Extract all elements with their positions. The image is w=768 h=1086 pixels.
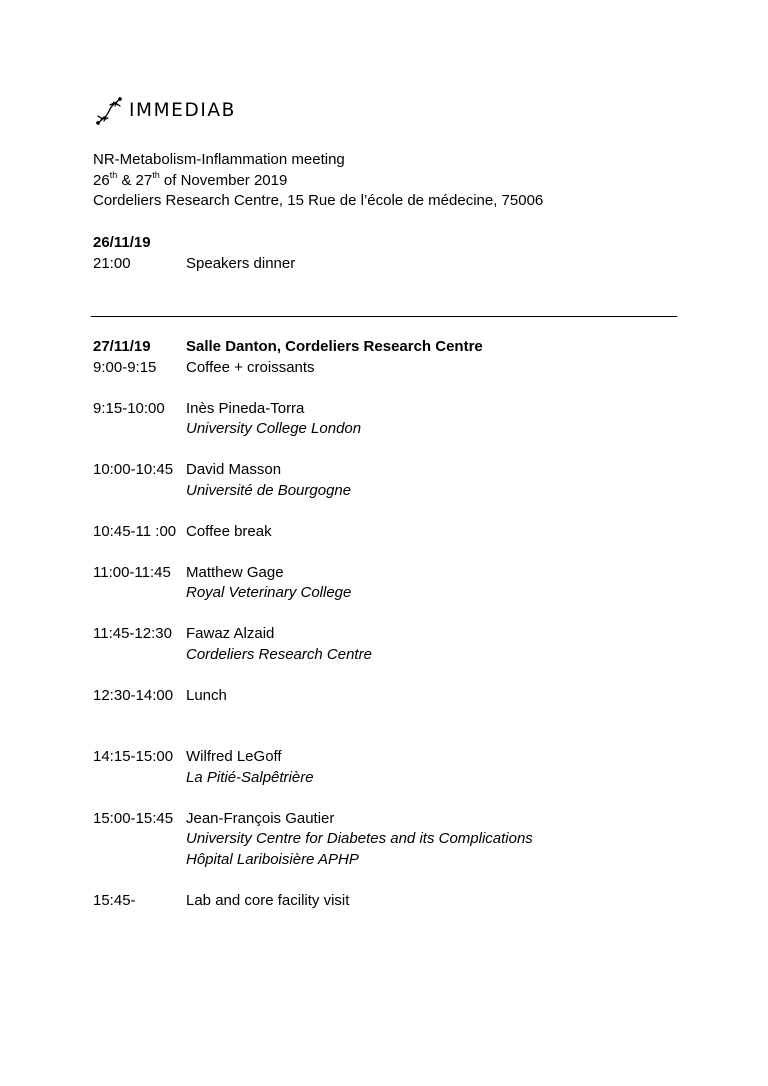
schedule-title: Lunch — [186, 686, 227, 704]
schedule-row — [93, 624, 533, 645]
speaker-name: Matthew Gage — [186, 563, 284, 581]
day2-date-row — [93, 337, 533, 358]
dates-joiner: & 27 — [117, 171, 153, 189]
schedule-time: 9:00-9:15 — [93, 358, 157, 376]
dates-day1: 26 — [93, 171, 110, 189]
schedule-time: 21:00 — [93, 254, 131, 272]
meeting-dates — [93, 171, 543, 192]
schedule-row — [93, 809, 533, 830]
schedule-title: Coffee + croissants — [186, 358, 315, 376]
schedule-entry — [93, 399, 533, 440]
speaker-affiliation-secondary: Hôpital Lariboisière APHP — [186, 850, 359, 868]
day2-schedule — [93, 337, 533, 911]
speaker-name: David Masson — [186, 461, 282, 478]
schedule-time: 10:45-11 :00 — [93, 522, 177, 540]
speaker-name: Inès Pineda-Torra — [186, 399, 305, 417]
speaker-affiliation: University College London — [186, 420, 362, 437]
speaker-affiliation: La Pitié-Salpêtrière — [186, 768, 314, 786]
meeting-header — [93, 150, 543, 212]
affiliation-row — [93, 850, 533, 871]
day2-date: 27/11/19 — [93, 338, 151, 355]
schedule-entry — [93, 624, 533, 665]
schedule-row — [93, 399, 533, 420]
schedule-time: 10:00-10:45 — [93, 461, 174, 478]
speaker-affiliation: Royal Veterinary College — [186, 584, 352, 601]
schedule-time: 15:00-15:45 — [93, 809, 174, 827]
day1-date: 26/11/19 — [93, 234, 151, 251]
speaker-name: Fawaz Alzaid — [186, 625, 275, 642]
day1-date-row — [93, 233, 295, 254]
schedule-time: 11:45-12:30 — [93, 625, 172, 642]
dates-sup2: th — [152, 169, 160, 180]
schedule-entry — [93, 747, 533, 788]
schedule-time: 14:15-15:00 — [93, 748, 174, 765]
schedule-row — [93, 686, 533, 707]
day1-schedule — [93, 233, 295, 274]
speaker-name: Jean-François Gautier — [186, 809, 335, 827]
schedule-time: 9:15-10:00 — [93, 399, 165, 417]
affiliation-row — [93, 419, 533, 440]
schedule-title: Coffee break — [186, 522, 272, 540]
schedule-row — [93, 522, 533, 543]
speaker-affiliation: University Centre for Diabetes and its Complications — [186, 830, 533, 847]
affiliation-row — [93, 481, 533, 502]
dates-rest: of November 2019 — [159, 171, 288, 189]
schedule-row — [93, 747, 533, 768]
schedule-row — [93, 254, 295, 275]
affiliation-row — [93, 645, 533, 666]
meeting-venue: Cordeliers Research Centre, 15 Rue de l’école de médecine, 75006 — [93, 192, 544, 209]
schedule-time: 11:00-11:45 — [93, 563, 171, 581]
schedule-row — [93, 563, 533, 584]
schedule-entry — [93, 460, 533, 501]
speaker-affiliation: Cordeliers Research Centre — [186, 645, 372, 663]
schedule-row — [93, 460, 533, 481]
affiliation-row — [93, 829, 533, 850]
speaker-affiliation: Université de Bourgogne — [186, 481, 352, 499]
schedule-entry — [93, 809, 533, 871]
schedule-entry — [93, 563, 533, 604]
logo-text: IMMEDIAB — [129, 100, 236, 121]
schedule-time: 15:45- — [93, 891, 136, 909]
affiliation-row — [93, 583, 533, 604]
meeting-title: NR-Metabolism-Inflammation meeting — [93, 151, 345, 168]
schedule-time: 12:30-14:00 — [93, 686, 174, 704]
dna-helix-icon — [95, 96, 123, 126]
section-divider — [91, 316, 677, 317]
schedule-row — [93, 358, 533, 379]
day2-location: Salle Danton, Cordeliers Research Centre — [186, 338, 483, 355]
affiliation-row — [93, 768, 533, 789]
schedule-title: Speakers dinner — [186, 254, 296, 272]
logo — [95, 96, 236, 126]
dates-sup1: th — [109, 169, 118, 180]
speaker-name: Wilfred LeGoff — [186, 748, 282, 765]
schedule-title: Lab and core facility visit — [186, 891, 350, 909]
schedule-row — [93, 891, 533, 912]
